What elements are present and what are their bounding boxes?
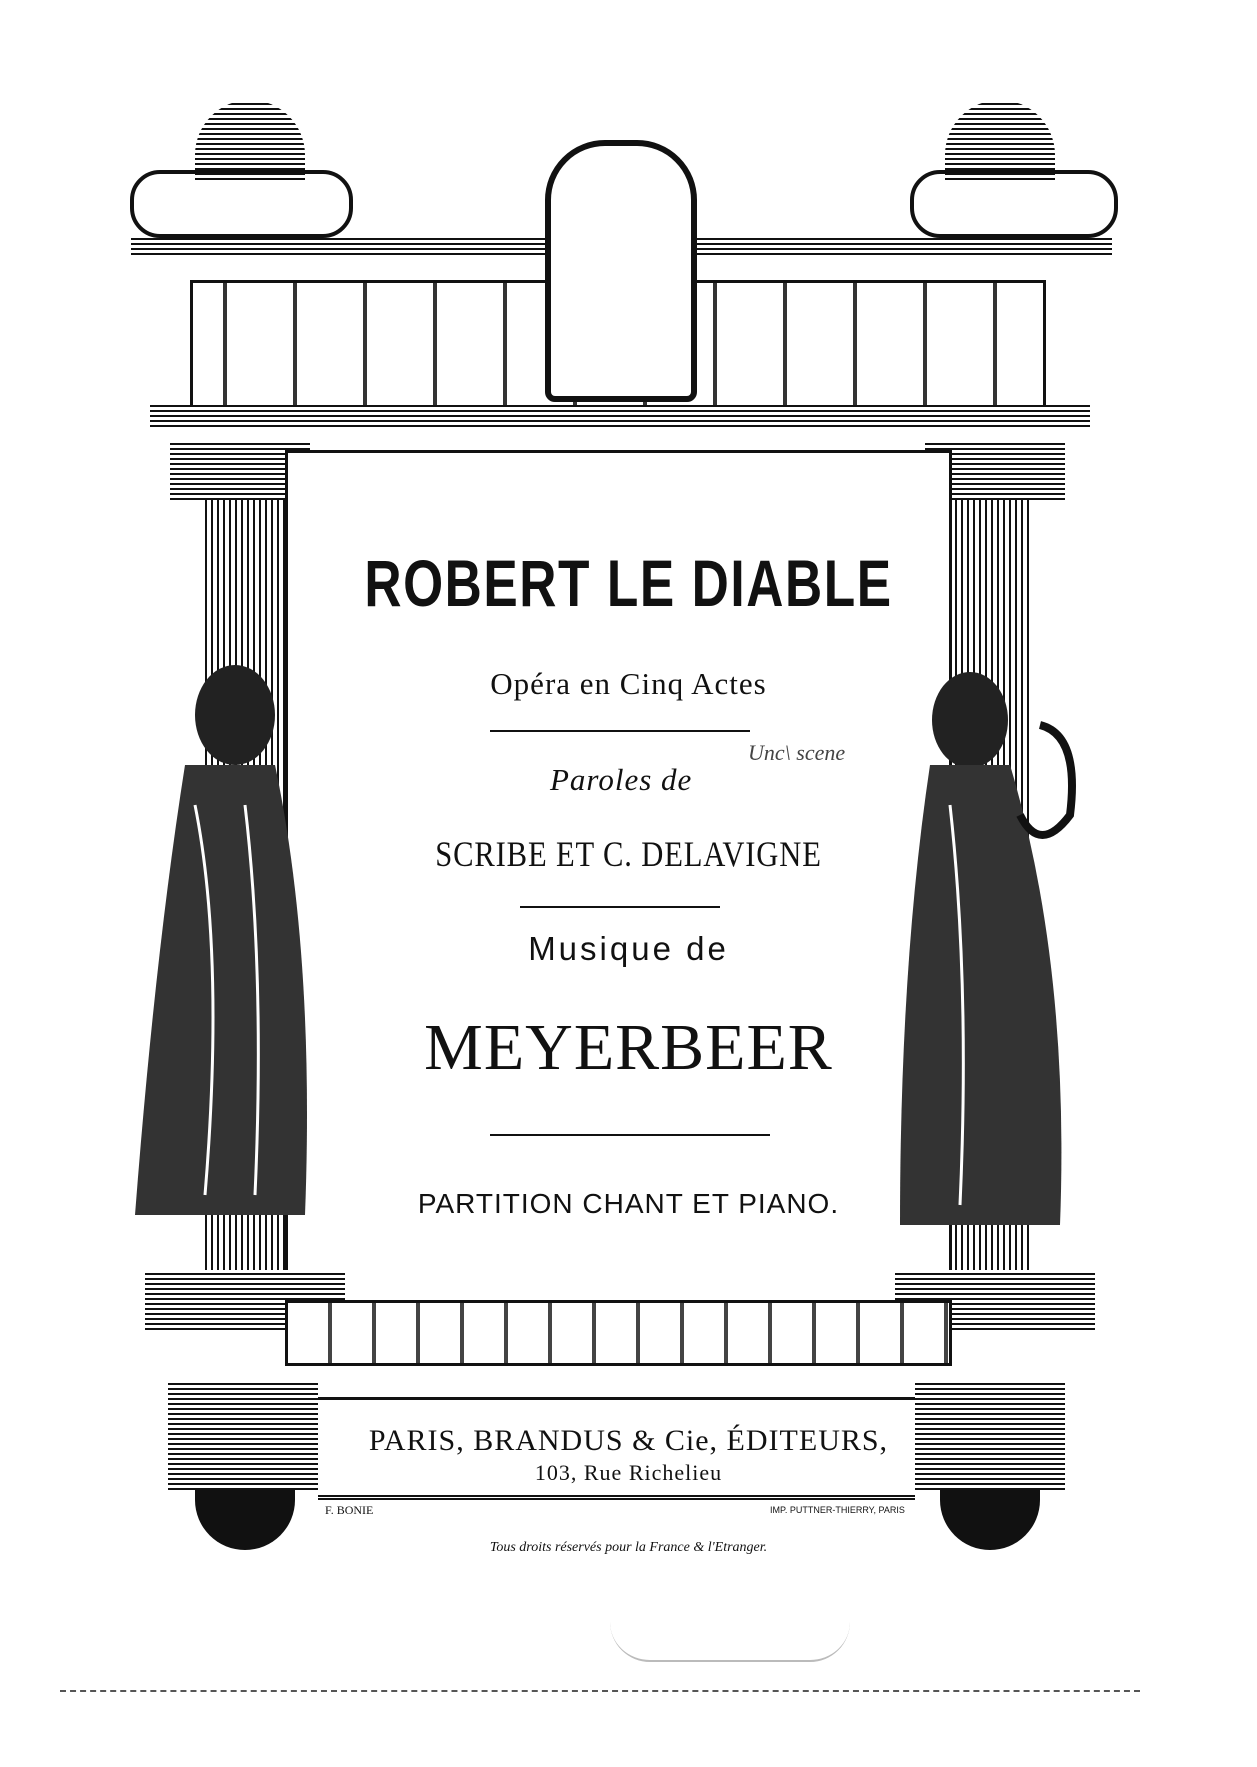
left-statue-poetry [95, 655, 355, 1275]
lyre-icon [1020, 725, 1072, 835]
printer-credit: IMP. PUTTNER-THIERRY, PARIS [770, 1505, 905, 1515]
signature-scribble [610, 1620, 850, 1662]
right-scroll-ornament [910, 170, 1118, 238]
left-acroterion [195, 100, 305, 180]
edition-label: PARTITION CHANT ET PIANO. [417, 1188, 840, 1219]
opera-subtitle: Opéra en Cinq Actes [490, 666, 767, 701]
right-acroterion [945, 100, 1055, 180]
librettists: SCRIBE ET C. DELAVIGNE [435, 834, 822, 874]
engraver-credit: F. BONIE [325, 1503, 374, 1517]
left-scroll-ornament [130, 170, 353, 238]
divider [520, 906, 720, 908]
page-bottom-edge [60, 1690, 1140, 1692]
handwritten-note: Unc\ scene [748, 740, 846, 765]
composer-name: MEYERBEER [424, 1011, 833, 1084]
publisher-name: PARIS, BRANDUS & Cie, ÉDITEURS, [368, 1424, 889, 1457]
right-statue-music [840, 665, 1140, 1265]
rights-notice: Tous droits réservés pour la France & l'Etranger. [489, 1540, 768, 1555]
publisher-address: 103, Rue Richelieu [534, 1460, 723, 1485]
base-frieze [285, 1300, 952, 1366]
libretto-label: Paroles de [550, 762, 693, 797]
ornamental-divider [490, 1134, 770, 1136]
music-label: Musique de [528, 930, 729, 967]
lyre-ornament [545, 140, 697, 402]
frieze-base [150, 405, 1090, 427]
divider [490, 730, 750, 732]
opera-title: ROBERT LE DIABLE [364, 546, 893, 620]
